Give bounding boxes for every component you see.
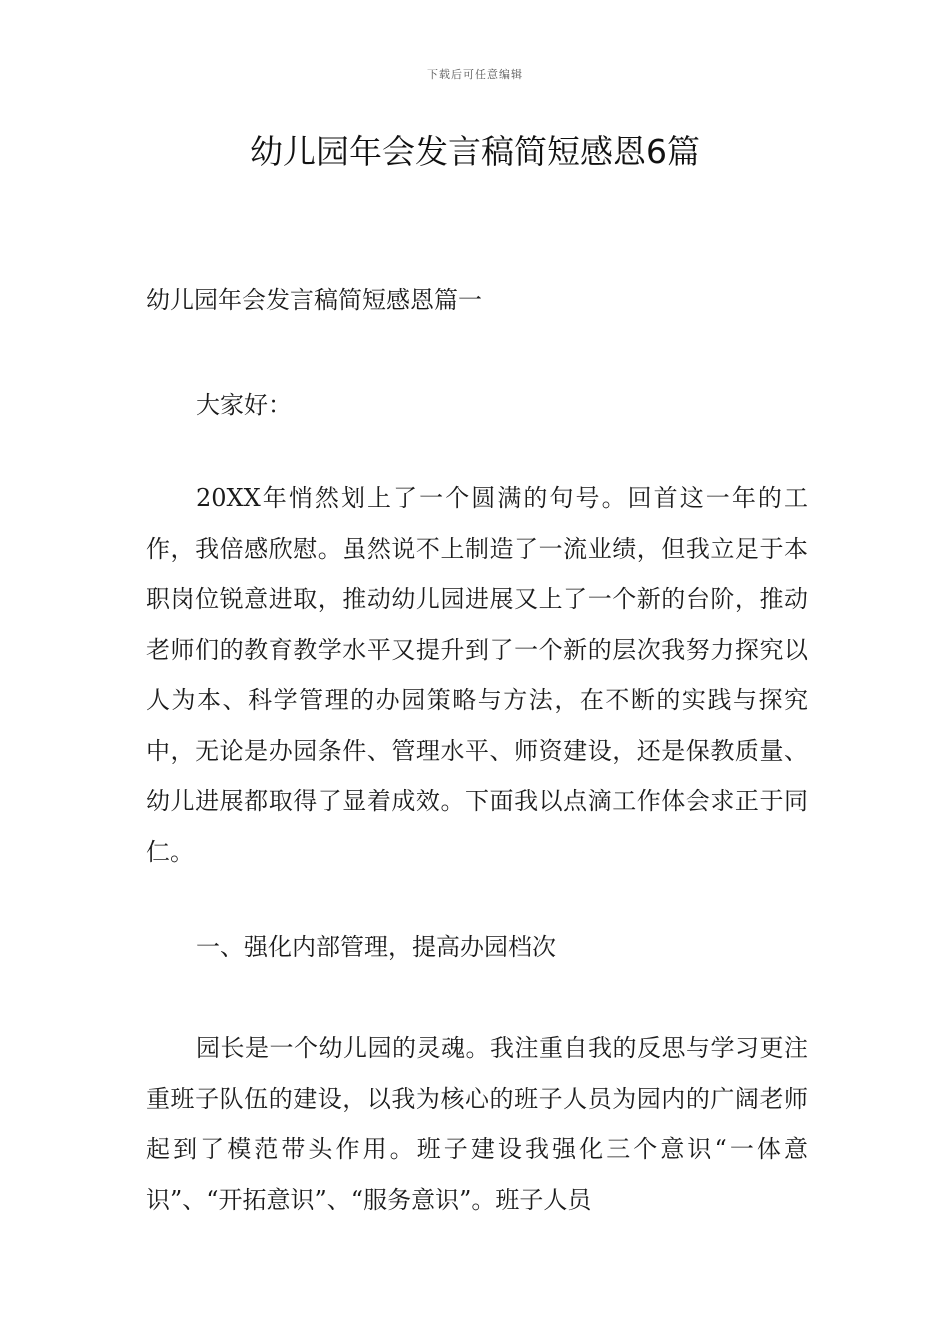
- document-title: 幼儿园年会发言稿简短感恩6篇: [250, 132, 700, 171]
- section-heading: 幼儿园年会发言稿简短感恩篇一: [146, 286, 482, 314]
- greeting: 大家好：: [196, 391, 292, 419]
- header-note: 下载后可任意编辑: [427, 68, 523, 81]
- subheading-1: 一、强化内部管理，提高办园档次: [196, 933, 556, 961]
- body-paragraph-1: 20XX年悄然划上了一个圆满的句号。回首这一年的工作，我倍感欣慰。虽然说不上制造了一流业绩，但我立足于本职岗位锐意进取，推动幼儿园进展又上了一个新的台阶，推动老师们的教育教学水平又提升到了一个新的层次我努力探究以人为本、科学管理的办园策略与方法，在不断的实践与探究中，无论是办园条件、管理水平、师资建设，还是保教质量、幼儿进展都取得了显着成效。下面我以点滴工作体会求正于同仁。: [146, 484, 808, 866]
- body-paragraph-2: 园长是一个幼儿园的灵魂。我注重自我的反思与学习更注重班子队伍的建设，以我为核心的班子人员为园内的广阔老师起到了模范带头作用。班子建设我强化三个意识“一体意识”、“开拓意识”、“服务意识”。班子人员: [146, 1034, 808, 1214]
